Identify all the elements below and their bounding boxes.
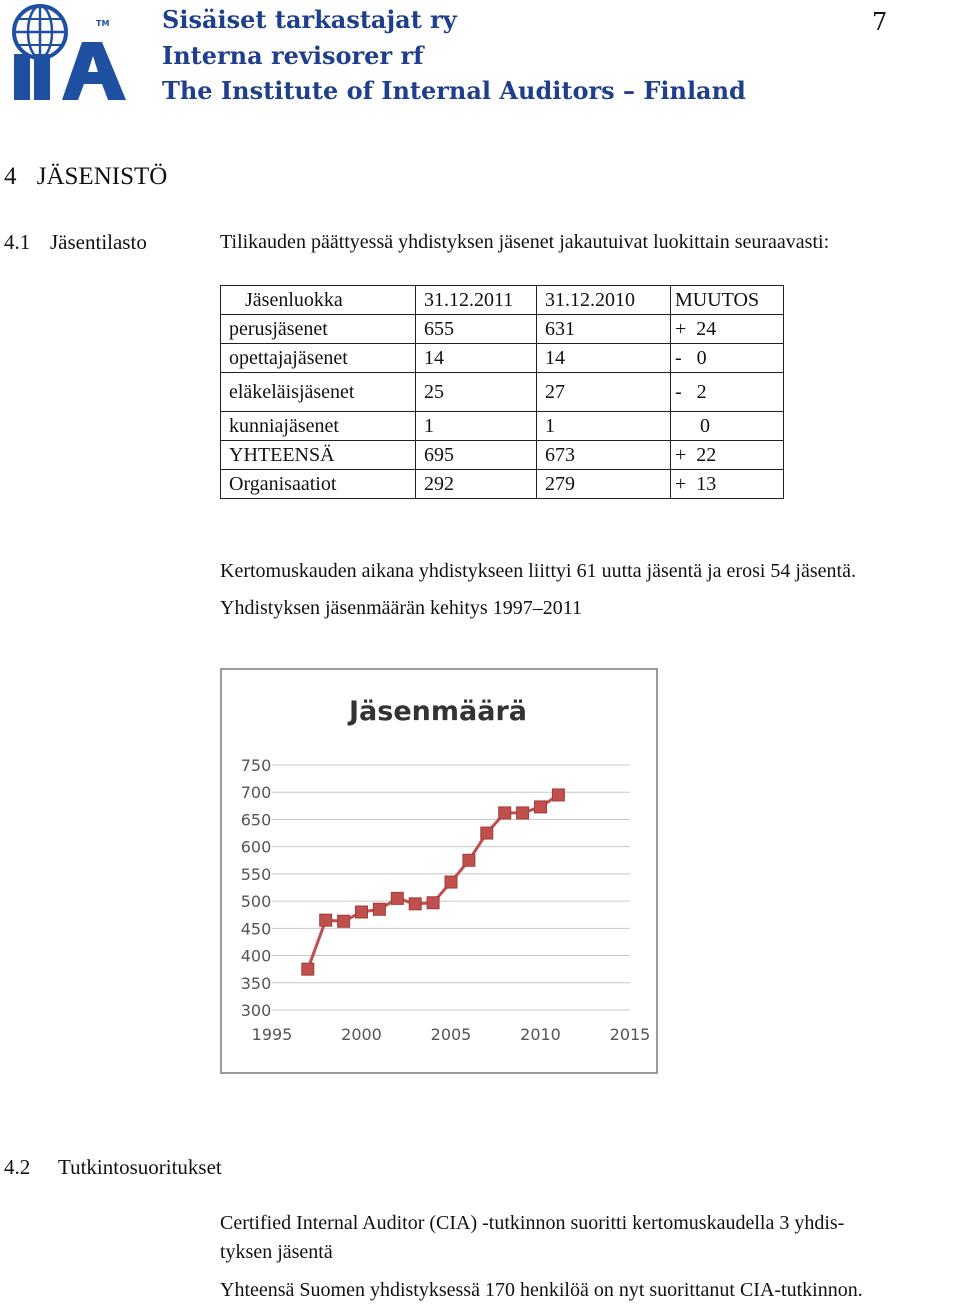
x-tick-label: 2000: [341, 1025, 382, 1044]
data-point: [391, 892, 403, 904]
chart-canvas: [222, 670, 656, 1072]
table-cell: Organisaatiot: [221, 470, 416, 499]
section-title: JÄSENISTÖ: [36, 163, 168, 190]
y-tick-label: 650: [240, 810, 272, 830]
data-point: [481, 827, 493, 839]
subsection-number: 4.1: [4, 230, 31, 254]
svg-text:TM: TM: [96, 19, 110, 28]
table-header-cell: MUUTOS: [671, 286, 784, 315]
section-heading: [4, 163, 167, 191]
data-point: [552, 789, 564, 801]
table-cell: 25: [416, 373, 537, 412]
x-axis-ticks: [252, 1025, 651, 1044]
x-tick-label: 1995: [251, 1025, 293, 1044]
table-row: [221, 344, 784, 373]
member-count-chart: [220, 668, 658, 1074]
table-cell: perusjäsenet: [221, 315, 416, 344]
table-cell: 14: [537, 344, 671, 373]
table-row: [221, 441, 784, 470]
data-point: [320, 914, 332, 926]
series-line: [308, 795, 559, 969]
summary-paragraph: Kertomuskauden aikana yhdistykseen liittyi 61 uutta jäsentä ja erosi 54 jäsentä.: [220, 560, 856, 582]
chart-title: Jäsenmäärä: [349, 696, 527, 727]
data-point: [409, 898, 421, 910]
table-cell: 279: [537, 470, 671, 499]
data-point: [517, 807, 529, 819]
y-tick-label: 700: [240, 783, 272, 803]
y-tick-label: 600: [240, 837, 272, 857]
table-cell: 1: [416, 412, 537, 441]
table-row: [221, 315, 784, 344]
chart-caption: Yhdistyksen jäsenmäärän kehitys 1997–2011: [220, 597, 582, 619]
data-point: [445, 876, 457, 888]
data-point: [338, 915, 350, 927]
x-tick-label: 2005: [430, 1025, 472, 1044]
table-row: [221, 373, 784, 412]
table-cell: + 13: [671, 470, 784, 499]
table-cell: 1: [537, 412, 671, 441]
table-header-cell: Jäsenluokka: [221, 286, 416, 315]
cia-paragraph-line1: Certified Internal Auditor (CIA) -tutkinnon suoritti kertomuskaudella 3 yhdis-: [220, 1212, 845, 1234]
data-point: [463, 854, 475, 866]
y-tick-label: 350: [240, 973, 272, 993]
x-tick-label: 2015: [609, 1025, 651, 1044]
table-cell: 14: [416, 344, 537, 373]
x-tick-label: 2010: [520, 1025, 561, 1044]
subsection-number: 4.2: [4, 1155, 31, 1179]
table-header-cell: 31.12.2011: [416, 286, 537, 315]
table-cell: kunniajäsenet: [221, 412, 416, 441]
iia-logo: [4, 2, 134, 104]
y-tick-label: 550: [240, 864, 272, 884]
data-point: [302, 963, 314, 975]
data-point: [427, 897, 439, 909]
y-tick-label: 300: [240, 1001, 272, 1020]
table-cell: 655: [416, 315, 537, 344]
table-cell: 673: [537, 441, 671, 470]
data-point: [373, 903, 385, 915]
table-row: [221, 412, 784, 441]
membership-table: [220, 285, 784, 499]
cia-paragraph-line2: tyksen jäsentä: [220, 1241, 333, 1263]
org-name-english: The Institute of Internal Auditors – Finland: [162, 76, 746, 105]
table-cell: 0: [671, 412, 784, 441]
table-cell: 292: [416, 470, 537, 499]
table-header-cell: 31.12.2010: [537, 286, 671, 315]
org-name-swedish: Interna revisorer rf: [162, 41, 424, 70]
table-cell: + 22: [671, 441, 784, 470]
table-header-row: [221, 286, 784, 315]
table-cell: - 0: [671, 344, 784, 373]
table-cell: 27: [537, 373, 671, 412]
table-cell: YHTEENSÄ: [221, 441, 416, 470]
table-cell: 631: [537, 315, 671, 344]
y-tick-label: 400: [240, 946, 272, 966]
cia-total-paragraph: Yhteensä Suomen yhdistyksessä 170 henkilöä on nyt suorittanut CIA-tutkinnon.: [220, 1279, 863, 1301]
y-tick-label: 450: [240, 919, 272, 939]
subsection-title: Tutkintosuoritukset: [58, 1155, 222, 1179]
y-axis-ticks: [241, 756, 272, 1020]
data-point: [499, 807, 511, 819]
table-row: [221, 470, 784, 499]
table-cell: + 24: [671, 315, 784, 344]
data-point: [535, 801, 547, 813]
section-number: 4: [4, 163, 17, 190]
table-cell: opettajajäsenet: [221, 344, 416, 373]
page-number: 7: [872, 8, 888, 36]
table-cell: - 2: [671, 373, 784, 412]
globe-logo-icon: [4, 2, 134, 104]
table-cell: 695: [416, 441, 537, 470]
chart-series: [302, 789, 565, 975]
y-tick-label: 500: [240, 892, 272, 912]
intro-paragraph: Tilikauden päättyessä yhdistyksen jäsenet jakautuivat luokittain seuraavasti:: [220, 231, 830, 253]
subsection-title: Jäsentilasto: [50, 230, 147, 254]
org-name-finnish: Sisäiset tarkastajat ry: [162, 5, 457, 34]
y-tick-label: 750: [240, 756, 272, 775]
table-cell: eläkeläisjäsenet: [221, 373, 416, 412]
data-point: [356, 906, 368, 918]
